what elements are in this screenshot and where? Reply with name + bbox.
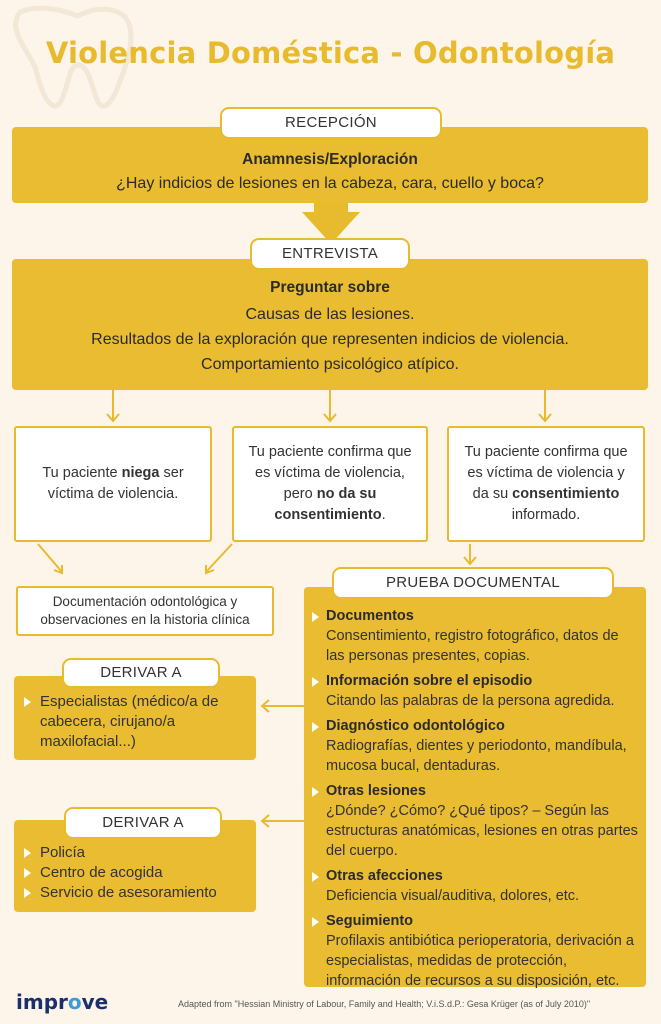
evidence-section-diagnosis xyxy=(312,717,638,776)
reception-label xyxy=(220,107,442,139)
logo-o: o xyxy=(67,990,82,1014)
section-heading: Seguimiento xyxy=(326,913,414,929)
evidence-label xyxy=(332,567,614,599)
case-consent-text: Tu paciente confirma que es víctima de violencia y da su consentimiento informado. xyxy=(464,444,628,523)
page-title: Violencia Doméstica - Odontología xyxy=(45,36,616,70)
interview-box xyxy=(12,259,648,390)
section-heading: Diagnóstico odontológico xyxy=(326,718,505,734)
evidence-section-episode xyxy=(312,672,638,711)
case-no-consent-text: Tu paciente confirma que es víctima de violencia, pero no da su consentimiento. xyxy=(248,444,412,523)
refer-specialists-label-text: DERIVAR A xyxy=(100,664,182,681)
bullet-icon xyxy=(312,917,319,927)
bullet-icon xyxy=(24,848,31,858)
section-body: Profilaxis antibiótica perioperatoria, derivación a especialistas, medidas de protección, información de recursos a su disposición, etc. xyxy=(326,933,634,989)
refer-services-list xyxy=(24,843,246,903)
list-item: Especialistas (médico/a de cabecera, cirujano/a maxilofacial...) xyxy=(24,692,246,752)
interview-line-2: Resultados de la exploración que representen indicios de violencia. xyxy=(91,331,569,348)
bullet-icon xyxy=(24,868,31,878)
section-body: Citando las palabras de la persona agredida. xyxy=(326,693,615,709)
evidence-label-text: PRUEBA DOCUMENTAL xyxy=(385,574,561,591)
improve-logo: improve xyxy=(16,990,109,1014)
interview-line-3: Comportamiento psicológico atípico. xyxy=(201,356,459,373)
refer-specialists-label xyxy=(62,658,220,688)
evidence-section-other-injuries xyxy=(312,782,638,861)
section-body: Radiografías, dientes y periodonto, mandíbula, mucosa bucal, dentaduras. xyxy=(326,738,627,774)
evidence-section-documents xyxy=(312,607,638,666)
reception-question: ¿Hay indicios de lesiones en la cabeza, cara, cuello y boca? xyxy=(116,175,544,192)
documentation-text: Documentación odontológica y observaciones en la historia clínica xyxy=(40,594,250,627)
reception-heading: Anamnesis/Exploración xyxy=(242,151,418,168)
section-body: ¿Dónde? ¿Cómo? ¿Qué tipos? – Según las estructuras anatómicas, lesiones en otras partes del cuerpo. xyxy=(326,803,638,859)
list-item: Policía xyxy=(24,843,246,863)
refer-specialists-box xyxy=(14,676,256,760)
section-heading: Información sobre el episodio xyxy=(326,673,533,689)
list-item: Servicio de asesoramiento xyxy=(24,883,246,903)
evidence-box xyxy=(304,587,646,987)
section-body: Consentimiento, registro fotográfico, datos de las personas presentes, copias. xyxy=(326,628,619,664)
section-heading: Otras afecciones xyxy=(326,868,443,884)
bullet-icon xyxy=(312,677,319,687)
interview-label-text: ENTREVISTA xyxy=(281,245,379,262)
bullet-icon xyxy=(24,697,31,707)
reception-label-text: RECEPCIÓN xyxy=(285,114,377,131)
case-deny-text: Tu paciente niega ser víctima de violencia. xyxy=(42,465,184,502)
bullet-icon xyxy=(312,872,319,882)
bullet-icon xyxy=(312,612,319,622)
bullet-icon xyxy=(24,888,31,898)
refer-specialists-list xyxy=(24,692,246,752)
section-heading: Otras lesiones xyxy=(326,783,426,799)
footer-credit: Adapted from "Hessian Ministry of Labour, Family and Health; V.i.S.d.P.: Gesa Krüger (as of July 2010)" xyxy=(178,999,591,1009)
section-body: Deficiencia visual/auditiva, dolores, etc. xyxy=(326,888,580,904)
refer-services-label-text: DERIVAR A xyxy=(102,814,184,831)
interview-line-1: Causas de las lesiones. xyxy=(245,306,415,323)
refer-services-label xyxy=(64,807,222,839)
interview-heading: Preguntar sobre xyxy=(270,279,390,296)
evidence-section-other-conditions xyxy=(312,867,638,906)
bullet-icon xyxy=(312,787,319,797)
interview-label xyxy=(250,238,410,270)
list-item: Centro de acogida xyxy=(24,863,246,883)
section-heading: Documentos xyxy=(326,608,414,624)
bullet-icon xyxy=(312,722,319,732)
evidence-section-follow-up xyxy=(312,912,638,991)
